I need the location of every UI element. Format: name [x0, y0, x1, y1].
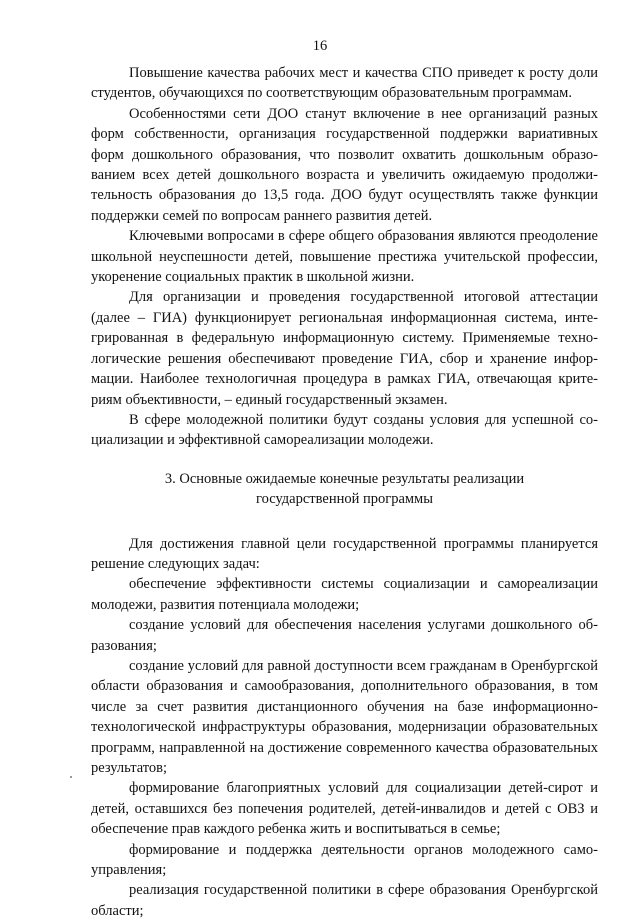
task-item: реализация государственной политики в сфере образования Оренбургской области; — [91, 882, 598, 919]
task-item: создание условий для равной доступности всем гражданам в Оренбургской области образования и самообразования, дополнительного образования, в том числе за счет развития дистанционного обучения на базе информационно-технологической инфраструктуры образования, модернизации образовательных программ, направленной на достижение современного качества образовательных результатов; — [91, 657, 598, 776]
task-item: формирование и поддержка деятельности органов молодежного самоуправления; — [91, 841, 598, 879]
section-heading-line-1: 3. Основные ожидаемые конечные результаты реализации — [164, 470, 525, 487]
section-heading-line-2: государственной программы — [256, 491, 433, 508]
task-item: обеспечение эффективности системы социализации и самореализации молодежи, развития потенциала молодежи; — [91, 576, 598, 613]
paragraph: Особенностями сети ДОО станут включение в нее организаций разных форм собственности, организация государственной поддержки вариативных форм дошкольного образования, что позволит охватить дошкольным образованием всех детей дошкольного возраста и увеличить ожидаемую продолжительность образования до 13,5 года. ДОО будут осуществлять также функции поддержки семей по вопросам раннего развития детей. — [91, 105, 598, 224]
page-number: 16 — [312, 38, 328, 54]
scan-speck — [70, 776, 72, 778]
paragraph: В сфере молодежной политики будут созданы условия для успешной социализации и эффективной самореализации молодежи. — [91, 411, 598, 449]
document-body — [91, 63, 598, 921]
task-item: формирование благоприятных условий для социализации детей-сирот и детей, оставшихся без попечения родителей, детей-инвалидов и детей с ОВЗ и обеспечение прав каждого ребенка жить и воспитываться в семье; — [91, 780, 598, 838]
paragraph: Повышение качества рабочих мест и качества СПО приведет к росту доли студентов, обучающихся по соответствующим образовательным программам. — [91, 65, 598, 102]
paragraph: Для организации и проведения государственной итоговой аттестации (далее – ГИА) функционирует региональная информационная система, интегрированная в федеральную информационную систему. Применяемые технологические решения обеспечивают проведение ГИА, сбор и хранение информации. Наиболее технологичная процедура в рамках ГИА, отвечающая критериям объективности, – единый государственный экзамен. — [91, 289, 598, 408]
task-item: создание условий для обеспечения населения услугами дошкольного образования; — [91, 617, 598, 654]
paragraph: Для достижения главной цели государственной программы планируется решение следующих задач: — [91, 535, 598, 572]
paragraph: Ключевыми вопросами в сфере общего образования являются преодоление школьной неуспешности детей, повышение престижа учительской профессии, укоренение социальных практик в школьной жизни. — [91, 228, 598, 286]
section-heading — [91, 469, 598, 510]
